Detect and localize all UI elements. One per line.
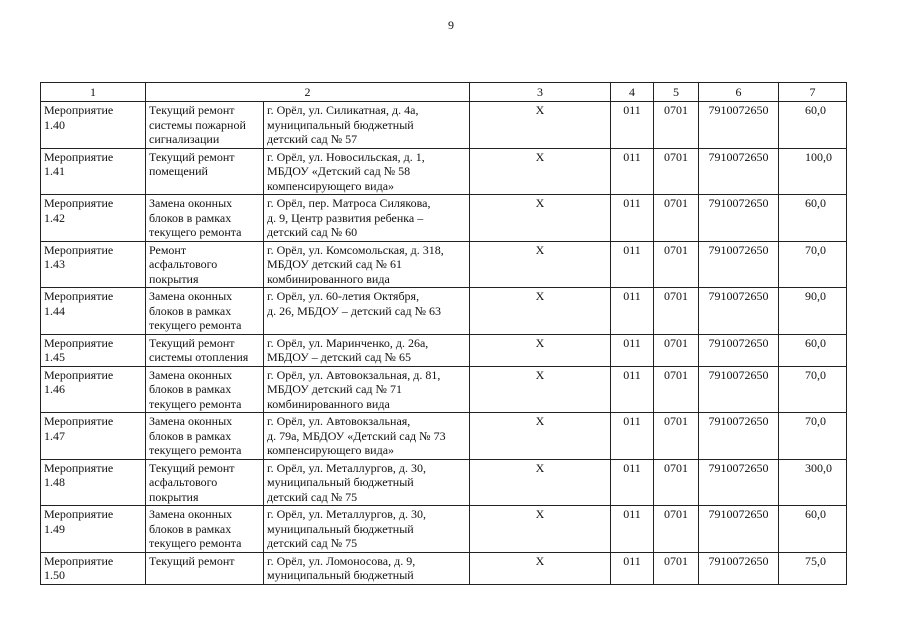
work-cell-line: Текущий ремонт bbox=[149, 149, 235, 164]
amount-cell-value: 100,0 bbox=[805, 149, 832, 164]
event-cell-line: Мероприятие bbox=[44, 507, 114, 521]
col5-cell: 0701 bbox=[654, 148, 699, 195]
address-cell-line: МБДОУ – детский сад № 65 bbox=[267, 350, 411, 364]
work-cell-line: системы пожарной bbox=[149, 117, 246, 132]
col3-cell: Х bbox=[470, 552, 611, 584]
address-cell-line: г. Орёл, ул. Металлургов, д. 30, bbox=[267, 507, 427, 521]
event-cell-line: 1.49 bbox=[44, 521, 65, 536]
table-row bbox=[41, 288, 847, 335]
event-cell-line: 1.40 bbox=[44, 117, 65, 132]
address-cell-line: г. Орёл, ул. Силикатная, д. 4а, bbox=[267, 103, 419, 117]
address-cell-line: комбинированного вида bbox=[267, 396, 390, 411]
col5-cell: 0701 bbox=[654, 413, 699, 460]
table-row bbox=[41, 413, 847, 460]
address-cell bbox=[264, 148, 470, 195]
address-cell bbox=[264, 413, 470, 460]
work-cell bbox=[146, 195, 264, 242]
address-cell bbox=[264, 102, 470, 149]
event-cell bbox=[41, 288, 146, 335]
col5-cell: 0701 bbox=[654, 366, 699, 413]
work-cell bbox=[146, 288, 264, 335]
col4-cell: 011 bbox=[611, 195, 654, 242]
table-row bbox=[41, 459, 847, 506]
col5-cell: 0701 bbox=[654, 506, 699, 553]
col6-cell: 7910072650 bbox=[699, 102, 779, 149]
address-cell bbox=[264, 241, 470, 288]
header-cell-7: 7 bbox=[779, 83, 847, 102]
event-cell-line: Мероприятие bbox=[44, 242, 114, 257]
address-cell-line: г. Орёл, ул. Металлургов, д. 30, bbox=[267, 460, 427, 475]
address-cell-line: г. Орёл, ул. Автовокзальная, д. 81, bbox=[267, 367, 441, 382]
amount-cell-value: 70,0 bbox=[805, 414, 826, 428]
event-cell bbox=[41, 148, 146, 195]
col3-cell: Х bbox=[470, 366, 611, 413]
col4-cell: 011 bbox=[611, 102, 654, 149]
amount-cell-value: 60,0 bbox=[805, 196, 826, 210]
amount-cell bbox=[779, 241, 847, 288]
col3-cell: Х bbox=[470, 413, 611, 460]
work-cell-line: текущего ремонта bbox=[149, 443, 242, 457]
col6-cell: 7910072650 bbox=[699, 148, 779, 195]
event-cell bbox=[41, 334, 146, 366]
work-cell-line: Текущий ремонт bbox=[149, 460, 235, 475]
work-cell-line: асфальтового bbox=[149, 257, 218, 271]
work-cell-line: покрытия bbox=[149, 489, 199, 504]
address-cell-line: МБДОУ детский сад № 71 bbox=[267, 382, 402, 396]
event-cell bbox=[41, 413, 146, 460]
work-cell-line: Замена оконных bbox=[149, 414, 233, 428]
amount-cell bbox=[779, 506, 847, 553]
address-cell-line: детский сад № 75 bbox=[267, 536, 358, 550]
header-cell-1: 1 bbox=[41, 83, 146, 102]
address-cell-line: комбинированного вида bbox=[267, 271, 390, 286]
col3-cell: Х bbox=[470, 288, 611, 335]
event-cell bbox=[41, 552, 146, 584]
work-cell-line: Текущий ремонт bbox=[149, 103, 235, 117]
col6-cell: 7910072650 bbox=[699, 366, 779, 413]
work-cell-line: Замена оконных bbox=[149, 367, 233, 382]
col6-cell: 7910072650 bbox=[699, 241, 779, 288]
amount-cell bbox=[779, 413, 847, 460]
amount-cell bbox=[779, 148, 847, 195]
work-cell-line: блоков в рамках bbox=[149, 303, 232, 318]
address-cell-line: г. Орёл, ул. Автовокзальная, bbox=[267, 414, 411, 428]
address-cell-line: г. Орёл, пер. Матроса Силякова, bbox=[267, 196, 431, 210]
work-cell-line: блоков в рамках bbox=[149, 521, 232, 536]
work-cell bbox=[146, 241, 264, 288]
table-row bbox=[41, 195, 847, 242]
event-cell-line: Мероприятие bbox=[44, 196, 114, 210]
address-cell bbox=[264, 459, 470, 506]
address-cell-line: г. Орёл, ул. Новосильская, д. 1, bbox=[267, 149, 425, 164]
event-cell-line: 1.46 bbox=[44, 382, 65, 396]
event-cell-line: Мероприятие bbox=[44, 553, 114, 568]
event-cell-line: 1.43 bbox=[44, 257, 65, 271]
address-cell-line: г. Орёл, ул. 60-летия Октября, bbox=[267, 289, 420, 303]
event-cell-line: Мероприятие bbox=[44, 414, 114, 428]
address-cell-line: МБДОУ «Детский сад № 58 bbox=[267, 164, 411, 178]
work-cell-line: блоков в рамках bbox=[149, 428, 232, 443]
header-cell-3: 3 bbox=[470, 83, 611, 102]
header-cell-5: 5 bbox=[654, 83, 699, 102]
address-cell bbox=[264, 195, 470, 242]
amount-cell bbox=[779, 288, 847, 335]
work-cell-line: асфальтового bbox=[149, 475, 218, 489]
col6-cell: 7910072650 bbox=[699, 195, 779, 242]
col5-cell: 0701 bbox=[654, 102, 699, 149]
event-cell bbox=[41, 195, 146, 242]
col4-cell: 011 bbox=[611, 459, 654, 506]
address-cell-line: компенсирующего вида» bbox=[267, 443, 395, 457]
work-cell-line: Ремонт bbox=[149, 242, 187, 257]
col3-cell: Х bbox=[470, 506, 611, 553]
event-cell-line: Мероприятие bbox=[44, 460, 114, 475]
address-cell-line: муниципальный бюджетный bbox=[267, 521, 414, 536]
address-cell-line: МБДОУ детский сад № 61 bbox=[267, 257, 402, 271]
budget-table bbox=[40, 82, 847, 585]
col4-cell: 011 bbox=[611, 413, 654, 460]
amount-cell bbox=[779, 366, 847, 413]
work-cell-line: текущего ремонта bbox=[149, 318, 242, 332]
address-cell bbox=[264, 334, 470, 366]
work-cell-line: системы отопления bbox=[149, 350, 249, 364]
col4-cell: 011 bbox=[611, 366, 654, 413]
work-cell-line: текущего ремонта bbox=[149, 225, 242, 239]
work-cell bbox=[146, 459, 264, 506]
col4-cell: 011 bbox=[611, 506, 654, 553]
col3-cell: Х bbox=[470, 241, 611, 288]
address-cell-line: д. 26, МБДОУ – детский сад № 63 bbox=[267, 303, 442, 318]
table-row bbox=[41, 241, 847, 288]
work-cell bbox=[146, 506, 264, 553]
amount-cell-value: 60,0 bbox=[805, 103, 826, 117]
event-cell-line: 1.42 bbox=[44, 210, 65, 225]
address-cell bbox=[264, 288, 470, 335]
col5-cell: 0701 bbox=[654, 459, 699, 506]
work-cell-line: Замена оконных bbox=[149, 507, 233, 521]
col5-cell: 0701 bbox=[654, 552, 699, 584]
col3-cell: Х bbox=[470, 459, 611, 506]
work-cell-line: блоков в рамках bbox=[149, 382, 232, 396]
event-cell bbox=[41, 506, 146, 553]
amount-cell-value: 70,0 bbox=[805, 367, 826, 382]
col3-cell: Х bbox=[470, 334, 611, 366]
amount-cell-value: 70,0 bbox=[805, 242, 826, 257]
address-cell bbox=[264, 366, 470, 413]
address-cell-line: г. Орёл, ул. Маринченко, д. 26а, bbox=[267, 335, 429, 350]
table-row bbox=[41, 552, 847, 584]
address-cell-line: детский сад № 75 bbox=[267, 489, 358, 504]
work-cell-line: текущего ремонта bbox=[149, 396, 242, 411]
col6-cell: 7910072650 bbox=[699, 506, 779, 553]
address-cell-line: детский сад № 60 bbox=[267, 225, 358, 239]
col6-cell: 7910072650 bbox=[699, 288, 779, 335]
work-cell-line: блоков в рамках bbox=[149, 210, 232, 225]
header-cell-4: 4 bbox=[611, 83, 654, 102]
col5-cell: 0701 bbox=[654, 288, 699, 335]
amount-cell-value: 90,0 bbox=[805, 289, 826, 303]
amount-cell bbox=[779, 552, 847, 584]
amount-cell-value: 60,0 bbox=[805, 507, 826, 521]
amount-cell bbox=[779, 102, 847, 149]
header-cell-2: 2 bbox=[146, 83, 470, 102]
event-cell-line: 1.44 bbox=[44, 303, 65, 318]
header-cell-6: 6 bbox=[699, 83, 779, 102]
col5-cell: 0701 bbox=[654, 241, 699, 288]
col4-cell: 011 bbox=[611, 288, 654, 335]
event-cell-line: 1.48 bbox=[44, 475, 65, 489]
event-cell bbox=[41, 366, 146, 413]
col6-cell: 7910072650 bbox=[699, 552, 779, 584]
event-cell-line: Мероприятие bbox=[44, 103, 114, 117]
col3-cell: Х bbox=[470, 148, 611, 195]
address-cell bbox=[264, 552, 470, 584]
table-row bbox=[41, 366, 847, 413]
work-cell bbox=[146, 148, 264, 195]
address-cell-line: муниципальный бюджетный bbox=[267, 475, 414, 489]
work-cell-line: Замена оконных bbox=[149, 196, 233, 210]
amount-cell-value: 75,0 bbox=[805, 553, 826, 568]
amount-cell bbox=[779, 195, 847, 242]
col6-cell: 7910072650 bbox=[699, 459, 779, 506]
address-cell-line: г. Орёл, ул. Ломоносова, д. 9, bbox=[267, 553, 416, 568]
work-cell-line: помещений bbox=[149, 164, 208, 178]
amount-cell-value: 300,0 bbox=[805, 460, 832, 475]
col3-cell: Х bbox=[470, 195, 611, 242]
table-row bbox=[41, 148, 847, 195]
col4-cell: 011 bbox=[611, 148, 654, 195]
col6-cell: 7910072650 bbox=[699, 334, 779, 366]
work-cell-line: Текущий ремонт bbox=[149, 553, 235, 568]
event-cell-line: Мероприятие bbox=[44, 367, 114, 382]
page-number: 9 bbox=[448, 18, 454, 32]
address-cell-line: д. 9, Центр развития ребенка – bbox=[267, 210, 424, 225]
address-cell-line: детский сад № 57 bbox=[267, 132, 358, 146]
event-cell-line: 1.41 bbox=[44, 164, 65, 178]
col5-cell: 0701 bbox=[654, 195, 699, 242]
work-cell bbox=[146, 102, 264, 149]
col4-cell: 011 bbox=[611, 334, 654, 366]
work-cell bbox=[146, 413, 264, 460]
event-cell bbox=[41, 241, 146, 288]
address-cell-line: д. 79а, МБДОУ «Детский сад № 73 bbox=[267, 428, 446, 443]
work-cell-line: текущего ремонта bbox=[149, 536, 242, 550]
amount-cell-value: 60,0 bbox=[805, 335, 826, 350]
col5-cell: 0701 bbox=[654, 334, 699, 366]
table-row bbox=[41, 102, 847, 149]
col6-cell: 7910072650 bbox=[699, 413, 779, 460]
event-cell-line: Мероприятие bbox=[44, 149, 114, 164]
amount-cell bbox=[779, 459, 847, 506]
amount-cell bbox=[779, 334, 847, 366]
work-cell bbox=[146, 366, 264, 413]
table-header-row bbox=[41, 83, 847, 102]
address-cell-line: компенсирующего вида» bbox=[267, 178, 395, 193]
event-cell bbox=[41, 459, 146, 506]
col4-cell: 011 bbox=[611, 241, 654, 288]
col4-cell: 011 bbox=[611, 552, 654, 584]
address-cell-line: муниципальный бюджетный bbox=[267, 117, 414, 132]
work-cell-line: Текущий ремонт bbox=[149, 335, 235, 350]
col3-cell: Х bbox=[470, 102, 611, 149]
address-cell bbox=[264, 506, 470, 553]
event-cell bbox=[41, 102, 146, 149]
event-cell-line: Мероприятие bbox=[44, 335, 114, 350]
event-cell-line: 1.50 bbox=[44, 568, 65, 582]
table-row bbox=[41, 506, 847, 553]
event-cell-line: Мероприятие bbox=[44, 289, 114, 303]
table-row bbox=[41, 334, 847, 366]
work-cell-line: покрытия bbox=[149, 271, 199, 286]
work-cell bbox=[146, 334, 264, 366]
address-cell-line: г. Орёл, ул. Комсомольская, д. 318, bbox=[267, 242, 444, 257]
work-cell-line: сигнализации bbox=[149, 132, 220, 146]
address-cell-line: муниципальный бюджетный bbox=[267, 568, 414, 582]
event-cell-line: 1.45 bbox=[44, 350, 65, 364]
event-cell-line: 1.47 bbox=[44, 428, 65, 443]
work-cell bbox=[146, 552, 264, 584]
work-cell-line: Замена оконных bbox=[149, 289, 233, 303]
